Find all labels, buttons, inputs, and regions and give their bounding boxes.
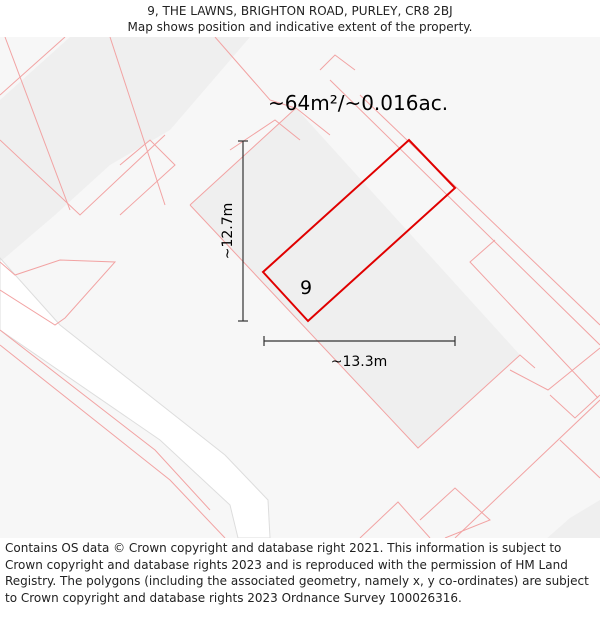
copyright-notice: Contains OS data © Crown copyright and database right 2021. This information is subject to Crown copyright and database rights 2023 and is reproduced with the permission of HM Land Registry. The polygons (including the associated geometry, namely x, y co-ordinates) are subject to Crown copyright and database rights 2023 Ordnance Survey 100026316.	[5, 541, 589, 605]
width-label: ~13.3m	[330, 354, 388, 370]
map-subtitle: Map shows position and indicative extent of the property.	[127, 20, 473, 34]
map-canvas[interactable]	[0, 37, 600, 538]
map-header	[0, 0, 600, 37]
property-address: 9, THE LAWNS, BRIGHTON ROAD, PURLEY, CR8 2BJ	[147, 4, 453, 18]
area-label: ~64m²/~0.016ac.	[268, 91, 449, 115]
plot-number-label: 9	[300, 277, 313, 299]
height-label: ~12.7m	[220, 202, 236, 260]
